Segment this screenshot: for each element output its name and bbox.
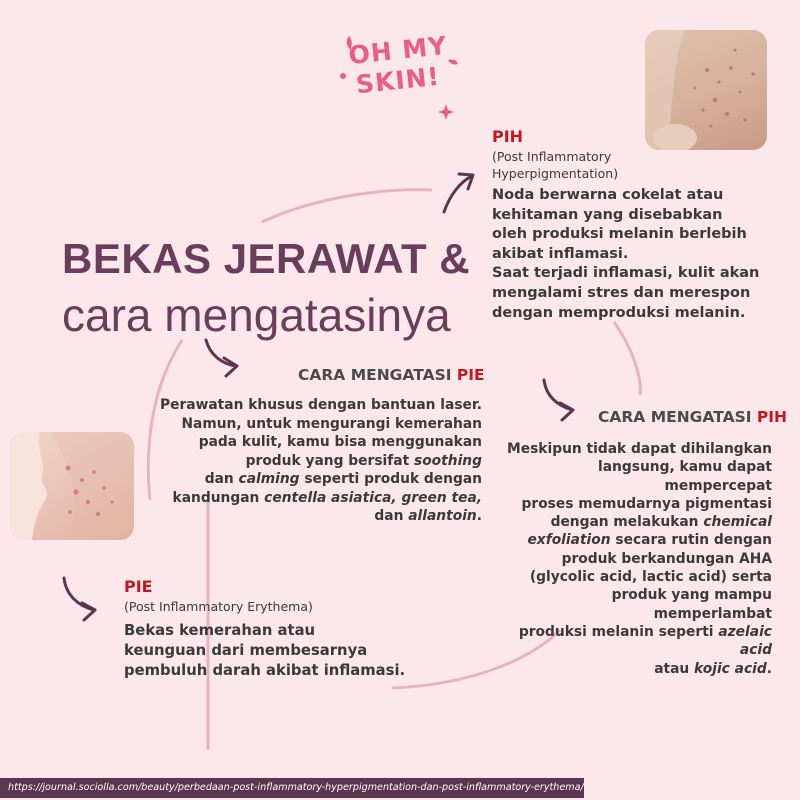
pih-treat-line: exfoliation secara rutin dengan xyxy=(527,532,772,549)
pih-body-line: dengan memproduksi melanin. xyxy=(492,304,746,321)
right-arc xyxy=(614,322,640,395)
pih-treat-line: proses memudarnya pigmentasi xyxy=(521,495,772,512)
logo-line-2: SKIN! xyxy=(354,61,442,100)
source-url-bar xyxy=(0,778,584,798)
cara-pih-highlight: PIH xyxy=(756,408,787,426)
arrow-to-cara-pie-icon xyxy=(206,340,237,376)
cara-mengatasi-pih-heading xyxy=(598,408,787,426)
pih-treat-line: dengan melakukan chemical xyxy=(550,514,772,531)
pih-subtitle-1: (Post Inflammatory xyxy=(492,149,612,164)
pie-description xyxy=(124,621,454,681)
pih-body-line: oleh produksi melanin berlebih xyxy=(492,226,747,243)
cara-pih-prefix: CARA MENGATASI xyxy=(598,408,757,426)
pie-treat-line: produk yang bersifat soothing xyxy=(245,452,482,469)
pie-section xyxy=(124,576,454,681)
pie-skin-illustration xyxy=(10,432,134,540)
pih-body-line: Noda berwarna cokelat atau xyxy=(492,187,724,203)
pih-treat-line: atau kojic acid. xyxy=(654,660,772,677)
pie-body-line: pembuluh darah akibat inflamasi. xyxy=(124,662,406,679)
pih-treat-line: produksi melanin seperti azelaic acid xyxy=(518,623,772,659)
pie-skin-photo xyxy=(10,432,134,540)
brand-logo xyxy=(336,30,460,126)
pih-treat-line: Meskipun tidak dapat dihilangkan xyxy=(507,441,772,457)
arrow-to-pie-icon xyxy=(64,578,95,620)
pih-body-line: mengalami stres dan merespon xyxy=(492,284,751,301)
pih-treat-line: produk yang mampu memperlambat xyxy=(611,587,772,622)
pie-treatment-text xyxy=(160,396,482,526)
pih-heading: PIH xyxy=(492,127,524,146)
pie-treat-line: kandungan centella asiatica, green tea, xyxy=(172,489,482,506)
pie-body-line: keunguan dari membesarnya xyxy=(124,642,368,659)
cara-pie-prefix: CARA MENGATASI xyxy=(298,366,457,384)
pie-treat-line: pada kulit, kamu bisa menggunakan xyxy=(198,434,482,450)
pie-treat-line: dan allantoin. xyxy=(374,508,482,524)
pih-section xyxy=(492,126,792,323)
arrow-to-cara-pih-icon xyxy=(544,380,573,420)
pie-treat-line: Perawatan khusus dengan bantuan laser. xyxy=(160,397,482,413)
pie-subtitle: (Post Inflammatory Erythema) xyxy=(124,599,313,614)
cara-pie-highlight: PIE xyxy=(456,366,485,384)
main-title xyxy=(62,232,470,344)
pih-description xyxy=(492,186,792,323)
arrow-to-pih-icon xyxy=(444,174,473,212)
pie-treat-line: Namun, untuk mengurangi kemerahan xyxy=(181,415,482,432)
pih-treat-line: langsung, kamu dapat mempercepat xyxy=(598,459,772,494)
pih-treat-line: produk berkandungan AHA xyxy=(561,550,772,567)
pih-body-line: Saat terjadi inflamasi, kulit akan xyxy=(492,265,760,282)
pie-body-line: Bekas kemerahan atau xyxy=(124,622,316,639)
pih-subtitle-2: Hyperpigmentation) xyxy=(492,166,619,181)
cara-mengatasi-pie-heading xyxy=(298,366,485,384)
source-url-link[interactable]: https://journal.sociolla.com/beauty/perbedaan-post-inflammatory-hyperpigmentation-dan-post-inflammatory-erythema/ xyxy=(8,782,584,793)
title-line-1: BEKAS JERAWAT & xyxy=(62,235,471,282)
pih-body-line: akibat inflamasi. xyxy=(492,245,629,262)
logo-line-1: OH MY xyxy=(347,30,449,71)
pie-heading: PIE xyxy=(124,577,153,596)
pih-body-line: kehitaman yang disebabkan xyxy=(492,206,723,223)
title-line-2: cara mengatasinya xyxy=(62,289,451,341)
pih-treatment-text xyxy=(490,440,772,678)
pie-treat-line: dan calming seperti produk dengan xyxy=(204,471,482,487)
pih-treat-line: (glycolic acid, lactic acid) serta xyxy=(529,569,772,586)
top-arc xyxy=(262,190,432,222)
